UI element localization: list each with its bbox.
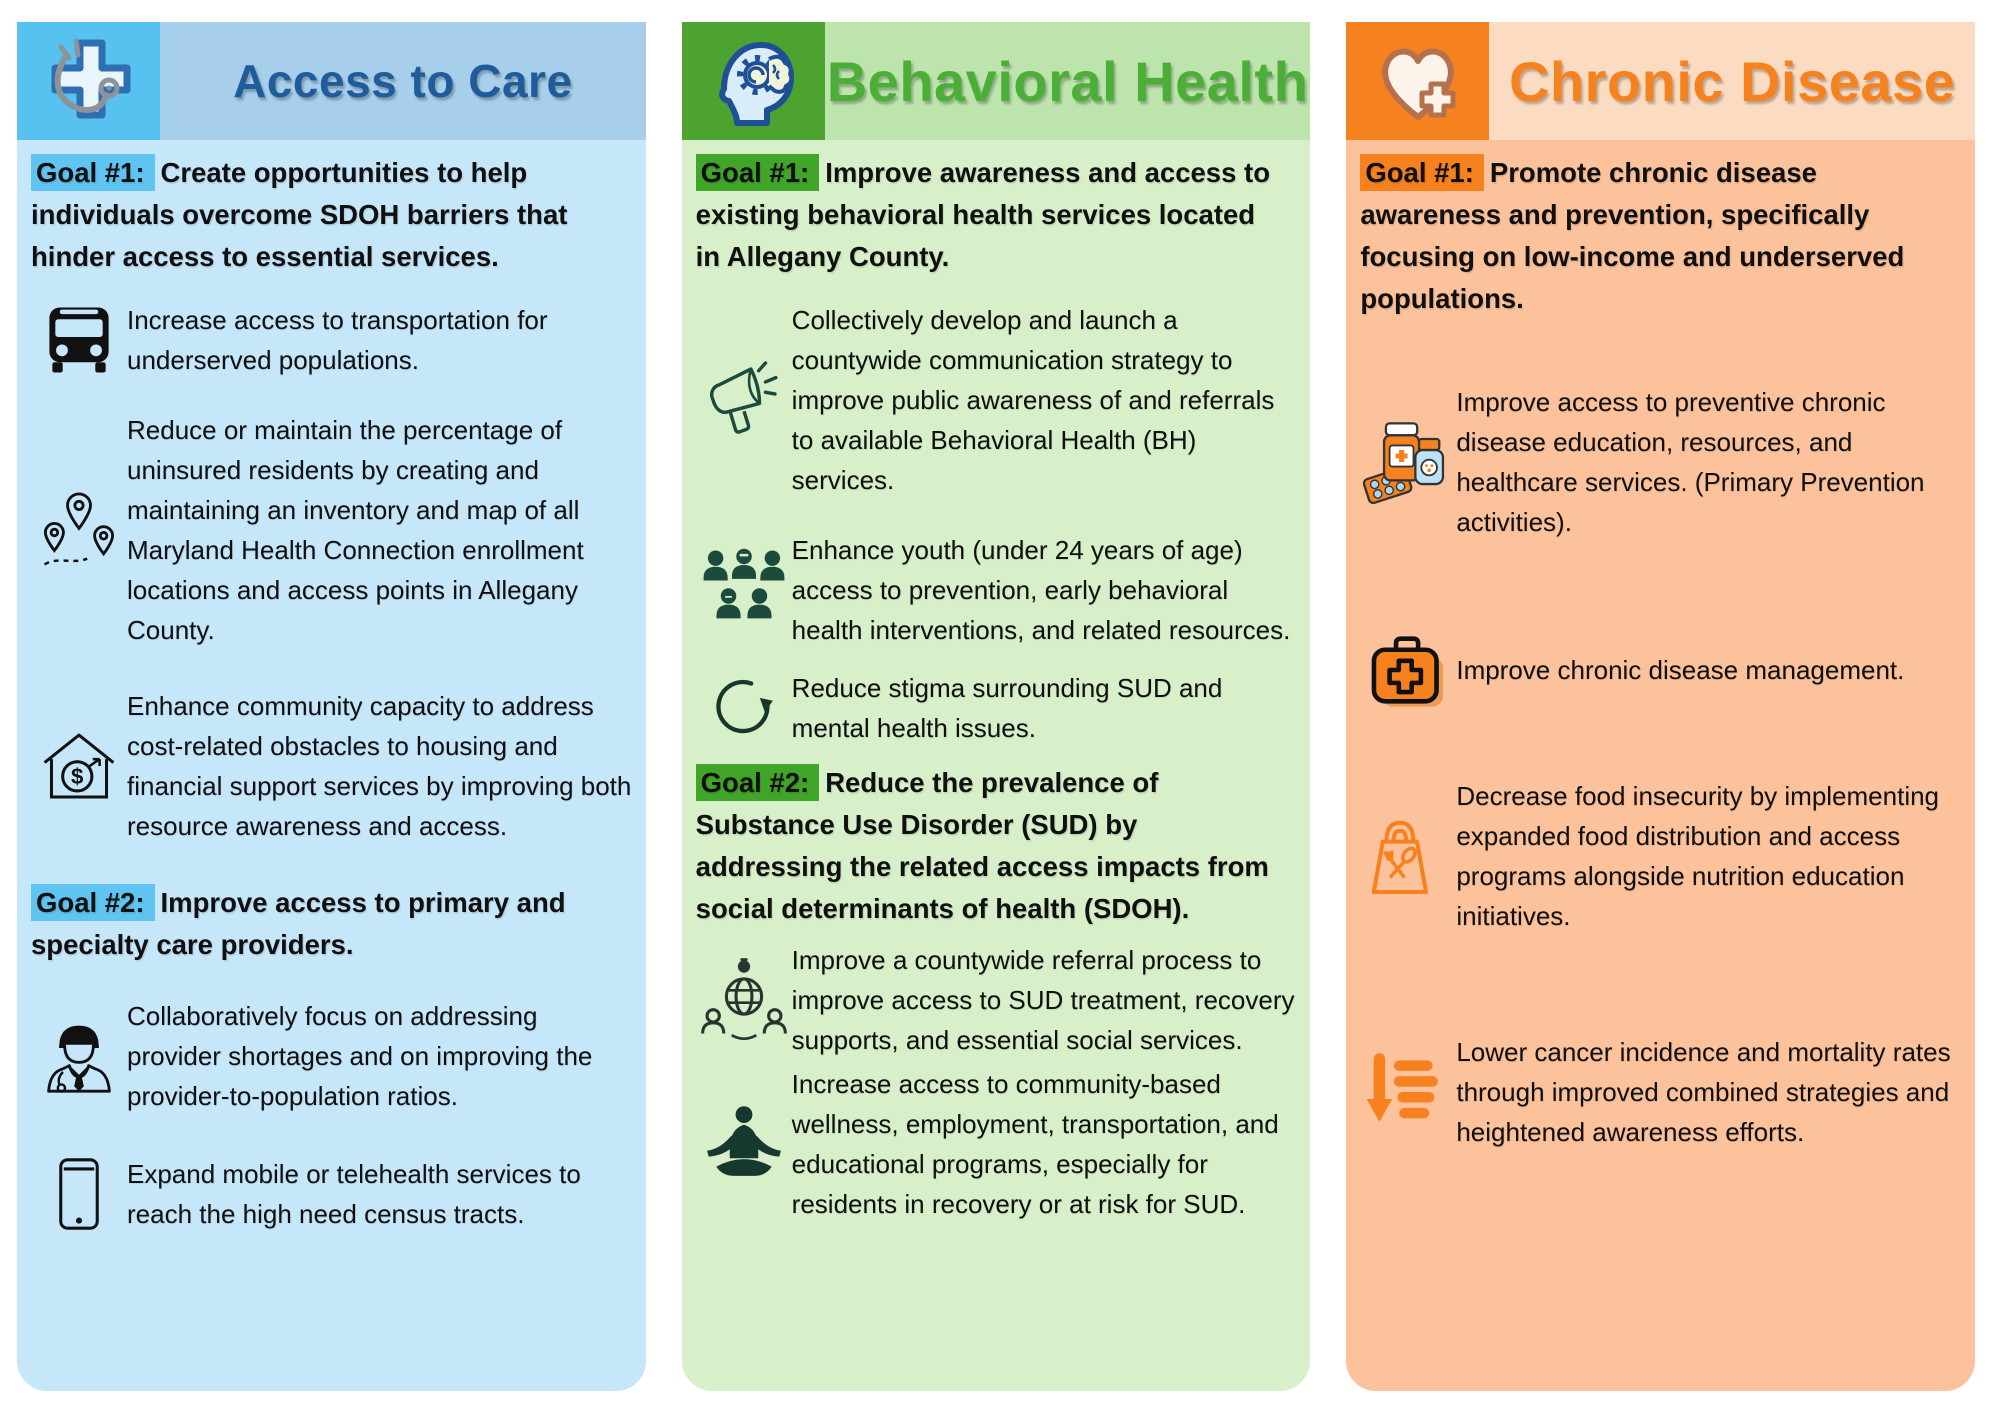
svg-text:$: $: [71, 764, 84, 790]
goal-label: Goal #1:: [31, 154, 155, 191]
list-item: [696, 300, 1299, 500]
goal-text: Improve awareness and access to existing behavioral health services located in Allegany County.: [695, 157, 1270, 272]
behavioral-health-title-bar: [825, 22, 1311, 140]
page-title: Behavioral Health: [826, 49, 1309, 113]
bullet-text: Improve access to preventive chronic disease education, resources, and healthcare services. (Primary Prevention activities).: [1456, 387, 1925, 537]
list-item: [31, 686, 634, 846]
behavioral-health-body: [682, 140, 1311, 1391]
head-brain-gear-icon: [682, 22, 825, 140]
access-to-care-title-bar: [160, 22, 646, 140]
behavioral-health-header: [682, 22, 1311, 140]
tablet-icon: [31, 1156, 127, 1232]
goal-text: Create opportunities to help individuals overcome SDOH barriers that hinder access to essential services.: [31, 157, 568, 272]
bullet-text: Reduce or maintain the percentage of uninsured residents by creating and maintaining an inventory and map of all Maryland Health Connection enrollment locations and access points in Allegany County.: [127, 415, 584, 645]
goal-label: Goal #1:: [1360, 154, 1484, 191]
list-item: [31, 996, 634, 1116]
bullet-text: Increase access to community-based wellness, employment, transportation, and educational programs, especially for residents in recovery or at risk for SUD.: [791, 1069, 1279, 1219]
list-item: [1360, 1032, 1963, 1152]
column-chronic-disease: [1346, 22, 1975, 1391]
goal-heading: [31, 882, 605, 966]
column-behavioral-health: [682, 22, 1311, 1391]
stethoscope-cross-icon: [17, 22, 160, 140]
decreasing-rates-icon: [1360, 1048, 1456, 1136]
list-item: [696, 530, 1299, 650]
bullet-text: Improve chronic disease management.: [1456, 655, 1905, 685]
chronic-disease-body: [1346, 140, 1975, 1391]
globe-people-icon: [696, 956, 792, 1044]
food-bag-icon: [1360, 811, 1456, 901]
list-item: [31, 300, 634, 380]
list-item: [696, 1064, 1299, 1224]
bullet-text: Enhance community capacity to address cost-related obstacles to housing and financial support services by improving both resource awareness and access.: [127, 691, 632, 841]
goal-heading: [696, 152, 1272, 278]
bullet-text: Improve a countywide referral process to improve access to SUD treatment, recovery supports, and essential social services.: [791, 945, 1295, 1055]
goal-label: Goal #1:: [696, 154, 820, 191]
list-item: [696, 668, 1299, 748]
megaphone-icon: [696, 357, 792, 443]
goal-label: Goal #2:: [31, 884, 155, 921]
chronic-disease-header: [1346, 22, 1975, 140]
page-title: Access to Care: [233, 55, 573, 107]
bullet-text: Increase access to transportation for underserved populations.: [127, 305, 548, 375]
bullet-text: Reduce stigma surrounding SUD and mental health issues.: [791, 673, 1223, 743]
goal-text: Reduce the prevalence of Substance Use Disorder (SUD) by addressing the related access impacts from social determinants of health (SDOH).: [695, 767, 1269, 924]
bullet-text: Collaboratively focus on addressing provider shortages and on improving the provider-to-population ratios.: [127, 1001, 593, 1111]
list-item: [31, 410, 634, 650]
goal-label: Goal #2:: [696, 764, 820, 801]
page-title: Chronic Disease: [1509, 49, 1956, 113]
column-access-to-care: [17, 22, 646, 1391]
goal-text: Promote chronic disease awareness and prevention, specifically focusing on low-income and underserved populations.: [1360, 157, 1905, 314]
heart-cross-icon: [1346, 22, 1489, 140]
bullet-text: Enhance youth (under 24 years of age) access to prevention, early behavioral health interventions, and related resources.: [791, 535, 1291, 645]
people-group-icon: [696, 547, 792, 633]
circular-arrow-icon: [696, 672, 792, 744]
list-item: [1360, 776, 1963, 936]
access-to-care-body: [17, 140, 646, 1391]
list-item: [31, 1154, 634, 1234]
house-dollar-icon: [31, 723, 127, 809]
goal-text: Improve access to primary and specialty care providers.: [31, 887, 566, 960]
goal-heading: [31, 152, 605, 278]
list-item: [1360, 382, 1963, 542]
list-item: [1360, 622, 1963, 718]
bullet-text: Decrease food insecurity by implementing expanded food distribution and access programs alongside nutrition education initiatives.: [1456, 781, 1940, 931]
goal-heading: [696, 762, 1272, 930]
bullet-text: Collectively develop and launch a countywide communication strategy to improve public awareness of and referrals to available Behavioral Health (BH) services.: [791, 305, 1275, 495]
bullet-text: Expand mobile or telehealth services to reach the high need census tracts.: [127, 1159, 581, 1229]
goal-heading: [1360, 152, 1946, 320]
medicine-bottles-icon: [1360, 416, 1456, 508]
first-aid-kit-icon: [1360, 624, 1456, 716]
bullet-text: Lower cancer incidence and mortality rates through improved combined strategies and heightened awareness efforts.: [1456, 1037, 1951, 1147]
doctor-icon: [31, 1016, 127, 1096]
map-pins-icon: [31, 489, 127, 571]
list-item: [696, 940, 1299, 1060]
chronic-disease-title-bar: [1489, 22, 1975, 140]
access-to-care-header: [17, 22, 646, 140]
meditation-icon: [696, 1102, 792, 1186]
bus-icon: [31, 303, 127, 377]
